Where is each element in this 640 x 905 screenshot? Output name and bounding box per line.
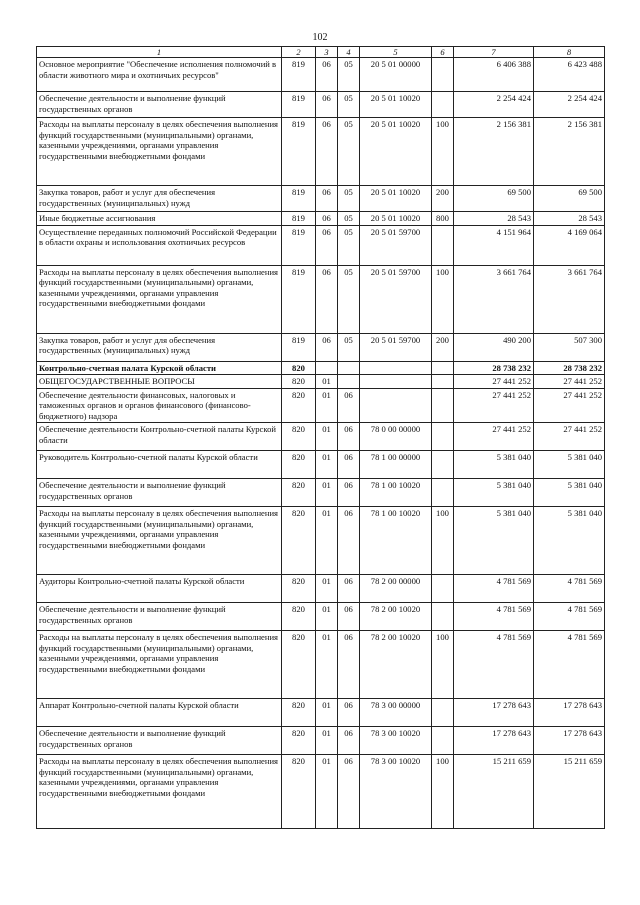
row-amount-year2: 4 169 064 — [534, 225, 605, 265]
row-name: ОБЩЕГОСУДАРСТВЕННЫЕ ВОПРОСЫ — [37, 375, 282, 388]
row-section: 01 — [316, 603, 338, 631]
row-amount-year2: 17 278 643 — [534, 727, 605, 755]
row-amount-year2: 3 661 764 — [534, 265, 605, 333]
row-subsection: 05 — [338, 265, 360, 333]
row-target-article: 20 5 01 10020 — [360, 92, 432, 118]
row-name: Обеспечение деятельности и выполнение функций государственных органов — [37, 603, 282, 631]
row-amount-year2: 4 781 569 — [534, 631, 605, 699]
row-target-article: 78 1 00 00000 — [360, 451, 432, 479]
row-target-article: 78 1 00 10020 — [360, 507, 432, 575]
table-row — [37, 388, 605, 422]
row-target-article: 20 5 01 00000 — [360, 58, 432, 92]
row-ved: 819 — [282, 92, 316, 118]
row-expense-type: 800 — [432, 212, 454, 225]
row-section: 06 — [316, 212, 338, 225]
row-amount-year1: 2 254 424 — [454, 92, 534, 118]
table-row — [37, 212, 605, 225]
row-subsection: 06 — [338, 727, 360, 755]
row-section: 01 — [316, 575, 338, 603]
row-amount-year2: 28 543 — [534, 212, 605, 225]
row-ved: 820 — [282, 507, 316, 575]
row-subsection: 05 — [338, 92, 360, 118]
row-target-article — [360, 361, 432, 374]
table-row — [37, 603, 605, 631]
row-name: Обеспечение деятельности и выполнение функций государственных органов — [37, 727, 282, 755]
row-section: 06 — [316, 265, 338, 333]
row-amount-year1: 27 441 252 — [454, 423, 534, 451]
row-ved: 820 — [282, 423, 316, 451]
row-expense-type — [432, 423, 454, 451]
table-row — [37, 92, 605, 118]
row-section: 06 — [316, 186, 338, 212]
row-subsection: 06 — [338, 699, 360, 727]
row-expense-type: 200 — [432, 333, 454, 361]
row-target-article: 20 5 01 10020 — [360, 212, 432, 225]
row-expense-type: 200 — [432, 186, 454, 212]
table-row — [37, 118, 605, 186]
row-section: 01 — [316, 423, 338, 451]
row-subsection: 05 — [338, 333, 360, 361]
row-amount-year2: 4 781 569 — [534, 603, 605, 631]
row-section: 06 — [316, 92, 338, 118]
table-row — [37, 699, 605, 727]
table-row — [37, 225, 605, 265]
row-ved: 820 — [282, 479, 316, 507]
row-subsection: 05 — [338, 118, 360, 186]
table-row — [37, 265, 605, 333]
row-amount-year1: 69 500 — [454, 186, 534, 212]
row-name: Расходы на выплаты персоналу в целях обеспечения выполнения функций государственными (муниципальными) органами, казенными учреждениями, органами управления государственными внебюджетными фондами — [37, 118, 282, 186]
row-amount-year1: 28 738 232 — [454, 361, 534, 374]
row-subsection: 06 — [338, 575, 360, 603]
row-ved: 819 — [282, 58, 316, 92]
row-amount-year1: 17 278 643 — [454, 699, 534, 727]
row-amount-year2: 15 211 659 — [534, 755, 605, 829]
header-col-7: 7 — [454, 47, 534, 58]
row-amount-year1: 5 381 040 — [454, 451, 534, 479]
row-ved: 819 — [282, 225, 316, 265]
row-target-article: 78 3 00 00000 — [360, 699, 432, 727]
row-expense-type: 100 — [432, 118, 454, 186]
header-row — [37, 47, 605, 58]
header-col-4: 4 — [338, 47, 360, 58]
row-amount-year1: 4 781 569 — [454, 575, 534, 603]
header-col-1: 1 — [37, 47, 282, 58]
row-section: 06 — [316, 225, 338, 265]
row-ved: 819 — [282, 265, 316, 333]
row-target-article: 78 1 00 10020 — [360, 479, 432, 507]
row-amount-year1: 490 200 — [454, 333, 534, 361]
table-row — [37, 755, 605, 829]
row-amount-year2: 27 441 252 — [534, 423, 605, 451]
row-name: Обеспечение деятельности финансовых, налоговых и таможенных органов и органов финансового (финансово-бюджетного) надзора — [37, 388, 282, 422]
table-row — [37, 507, 605, 575]
row-amount-year2: 5 381 040 — [534, 451, 605, 479]
header-col-3: 3 — [316, 47, 338, 58]
row-name: Осуществление переданных полномочий Российской Федерации в области охраны и использования охотничьих ресурсов — [37, 225, 282, 265]
row-target-article — [360, 388, 432, 422]
row-amount-year1: 5 381 040 — [454, 507, 534, 575]
row-subsection: 06 — [338, 755, 360, 829]
row-amount-year2: 2 254 424 — [534, 92, 605, 118]
row-subsection: 06 — [338, 631, 360, 699]
table-row — [37, 479, 605, 507]
row-amount-year1: 15 211 659 — [454, 755, 534, 829]
row-section: 01 — [316, 479, 338, 507]
table-row — [37, 631, 605, 699]
row-name: Расходы на выплаты персоналу в целях обеспечения выполнения функций государственными (муниципальными) органами, казенными учреждениями, органами управления государственными внебюджетными фондами — [37, 265, 282, 333]
table-row — [37, 58, 605, 92]
row-target-article: 20 5 01 59700 — [360, 265, 432, 333]
row-name: Аппарат Контрольно-счетной палаты Курской области — [37, 699, 282, 727]
row-name: Иные бюджетные ассигнования — [37, 212, 282, 225]
row-name: Расходы на выплаты персоналу в целях обеспечения выполнения функций государственными (муниципальными) органами, казенными учреждениями, органами управления государственными внебюджетными фондами — [37, 507, 282, 575]
row-target-article: 20 5 01 10020 — [360, 186, 432, 212]
row-target-article: 20 5 01 59700 — [360, 333, 432, 361]
row-expense-type: 100 — [432, 631, 454, 699]
row-section: 01 — [316, 699, 338, 727]
row-ved: 819 — [282, 212, 316, 225]
row-subsection: 06 — [338, 479, 360, 507]
row-subsection: 06 — [338, 507, 360, 575]
row-name: Обеспечение деятельности и выполнение функций государственных органов — [37, 92, 282, 118]
row-subsection: 06 — [338, 423, 360, 451]
row-name: Закупка товаров, работ и услуг для обеспечения государственных (муниципальных) нужд — [37, 186, 282, 212]
row-ved: 819 — [282, 333, 316, 361]
row-name: Расходы на выплаты персоналу в целях обеспечения выполнения функций государственными (муниципальными) органами, казенными учреждениями, органами управления государственными внебюджетными фондами — [37, 631, 282, 699]
row-amount-year1: 4 781 569 — [454, 631, 534, 699]
row-section: 01 — [316, 727, 338, 755]
row-section: 01 — [316, 451, 338, 479]
row-amount-year2: 2 156 381 — [534, 118, 605, 186]
row-amount-year1: 17 278 643 — [454, 727, 534, 755]
row-expense-type — [432, 375, 454, 388]
row-target-article: 78 2 00 10020 — [360, 631, 432, 699]
row-amount-year2: 17 278 643 — [534, 699, 605, 727]
row-amount-year2: 28 738 232 — [534, 361, 605, 374]
row-section: 01 — [316, 507, 338, 575]
row-amount-year2: 507 300 — [534, 333, 605, 361]
row-section: 06 — [316, 118, 338, 186]
row-ved: 820 — [282, 699, 316, 727]
row-name: Основное мероприятие "Обеспечение исполнения полномочий в области животного мира и охотничьих ресурсов" — [37, 58, 282, 92]
row-section: 01 — [316, 388, 338, 422]
header-col-2: 2 — [282, 47, 316, 58]
row-section — [316, 361, 338, 374]
table-row — [37, 575, 605, 603]
row-target-article: 20 5 01 10020 — [360, 118, 432, 186]
row-amount-year1: 3 661 764 — [454, 265, 534, 333]
row-expense-type: 100 — [432, 507, 454, 575]
row-target-article: 78 3 00 10020 — [360, 727, 432, 755]
row-expense-type — [432, 727, 454, 755]
row-expense-type — [432, 479, 454, 507]
row-ved: 820 — [282, 603, 316, 631]
header-col-8: 8 — [534, 47, 605, 58]
table-row — [37, 451, 605, 479]
row-expense-type — [432, 361, 454, 374]
row-target-article: 78 2 00 00000 — [360, 575, 432, 603]
row-amount-year1: 4 151 964 — [454, 225, 534, 265]
row-subsection: 05 — [338, 225, 360, 265]
row-subsection: 06 — [338, 451, 360, 479]
row-ved: 820 — [282, 575, 316, 603]
row-ved: 820 — [282, 388, 316, 422]
row-subsection — [338, 361, 360, 374]
row-expense-type — [432, 699, 454, 727]
row-ved: 820 — [282, 375, 316, 388]
row-target-article — [360, 375, 432, 388]
row-amount-year2: 4 781 569 — [534, 575, 605, 603]
row-amount-year2: 6 423 488 — [534, 58, 605, 92]
row-expense-type — [432, 575, 454, 603]
row-expense-type: 100 — [432, 265, 454, 333]
row-subsection: 06 — [338, 603, 360, 631]
row-amount-year1: 6 406 388 — [454, 58, 534, 92]
row-ved: 819 — [282, 118, 316, 186]
row-ved: 820 — [282, 755, 316, 829]
row-name: Расходы на выплаты персоналу в целях обеспечения выполнения функций государственными (муниципальными) органами, казенными учреждениями, органами управления государственными внебюджетными фондами — [37, 755, 282, 829]
table-row — [37, 361, 605, 374]
row-amount-year1: 5 381 040 — [454, 479, 534, 507]
table-row — [37, 423, 605, 451]
row-subsection: 05 — [338, 186, 360, 212]
table-row — [37, 186, 605, 212]
table-row — [37, 375, 605, 388]
row-amount-year2: 5 381 040 — [534, 507, 605, 575]
row-target-article: 78 0 00 00000 — [360, 423, 432, 451]
row-name: Закупка товаров, работ и услуг для обеспечения государственных (муниципальных) нужд — [37, 333, 282, 361]
row-ved: 820 — [282, 727, 316, 755]
row-amount-year1: 2 156 381 — [454, 118, 534, 186]
row-target-article: 78 3 00 10020 — [360, 755, 432, 829]
row-amount-year1: 4 781 569 — [454, 603, 534, 631]
row-ved: 820 — [282, 361, 316, 374]
row-expense-type — [432, 388, 454, 422]
table-row — [37, 727, 605, 755]
row-amount-year2: 5 381 040 — [534, 479, 605, 507]
page-number: 102 — [312, 32, 328, 43]
row-expense-type — [432, 225, 454, 265]
row-section: 01 — [316, 631, 338, 699]
row-expense-type — [432, 58, 454, 92]
row-target-article: 20 5 01 59700 — [360, 225, 432, 265]
row-subsection: 05 — [338, 58, 360, 92]
row-section: 06 — [316, 333, 338, 361]
row-name: Аудиторы Контрольно-счетной палаты Курской области — [37, 575, 282, 603]
row-expense-type — [432, 92, 454, 118]
row-ved: 819 — [282, 186, 316, 212]
row-amount-year1: 28 543 — [454, 212, 534, 225]
row-subsection — [338, 375, 360, 388]
row-section: 01 — [316, 755, 338, 829]
row-subsection: 06 — [338, 388, 360, 422]
row-expense-type: 100 — [432, 755, 454, 829]
budget-table — [36, 46, 605, 829]
row-target-article: 78 2 00 10020 — [360, 603, 432, 631]
header-col-6: 6 — [432, 47, 454, 58]
row-expense-type — [432, 451, 454, 479]
row-name: Обеспечение деятельности Контрольно-счетной палаты Курской области — [37, 423, 282, 451]
row-name: Обеспечение деятельности и выполнение функций государственных органов — [37, 479, 282, 507]
row-amount-year2: 69 500 — [534, 186, 605, 212]
row-name: Контрольно-счетная палата Курской области — [37, 361, 282, 374]
row-section: 06 — [316, 58, 338, 92]
row-expense-type — [432, 603, 454, 631]
row-ved: 820 — [282, 451, 316, 479]
row-amount-year2: 27 441 252 — [534, 375, 605, 388]
row-amount-year1: 27 441 252 — [454, 375, 534, 388]
row-ved: 820 — [282, 631, 316, 699]
table-row — [37, 333, 605, 361]
row-section: 01 — [316, 375, 338, 388]
row-subsection: 05 — [338, 212, 360, 225]
row-amount-year2: 27 441 252 — [534, 388, 605, 422]
row-amount-year1: 27 441 252 — [454, 388, 534, 422]
row-name: Руководитель Контрольно-счетной палаты Курской области — [37, 451, 282, 479]
header-col-5: 5 — [360, 47, 432, 58]
